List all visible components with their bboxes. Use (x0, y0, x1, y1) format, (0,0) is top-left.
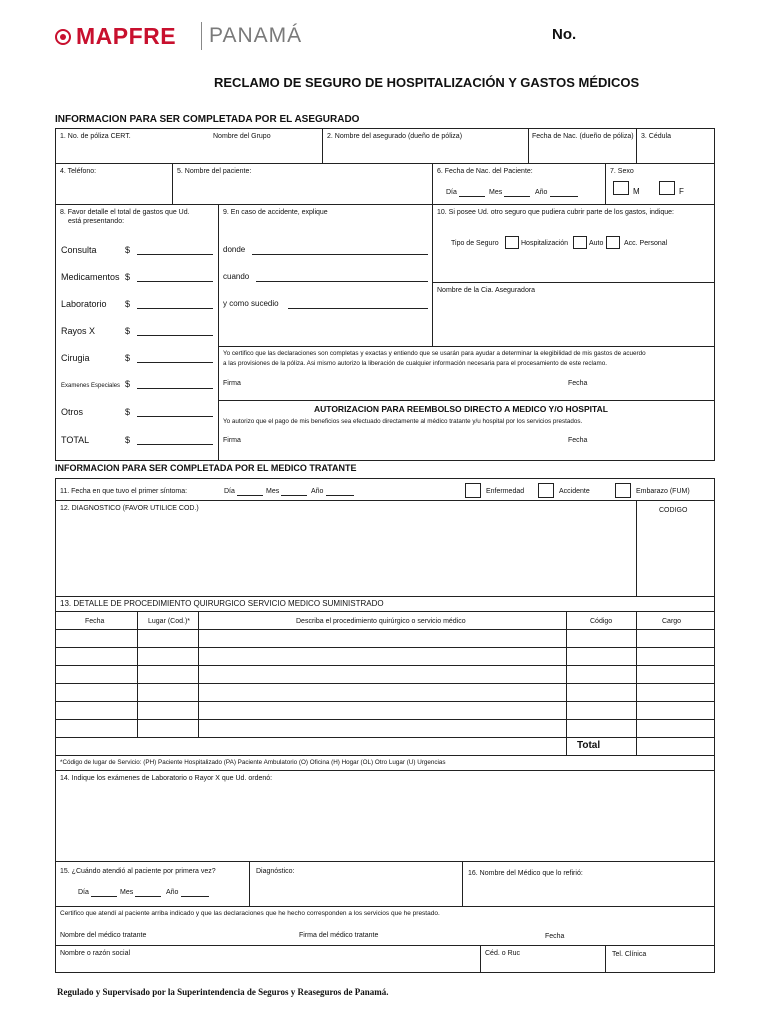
first-symptom-label: 11. Fecha en que tuvo el primer síntoma: (60, 488, 188, 495)
accident-how-field[interactable] (288, 308, 428, 309)
expense-especiales-currency: $ (125, 379, 131, 389)
expense-consulta-label: Consulta (61, 245, 97, 255)
expense-laboratorio-field[interactable] (137, 308, 213, 309)
doctor-certify-text: Certifico que atendí al paciente arriba indicado y que las declaraciones que he hecho corresponden a los servicios que he prestado. (60, 910, 440, 917)
expense-laboratorio-currency: $ (125, 299, 131, 309)
expense-total-label: TOTAL (61, 435, 90, 445)
clinic-phone-label: Tel. Clínica (612, 951, 647, 958)
symptom-day-label: Día (224, 488, 235, 495)
lab-exams-label: 14. Indique los exámenes de Laboratorio o Rayor X que Ud. ordenó: (60, 775, 273, 782)
auth-date-label: Fecha (568, 437, 588, 444)
expense-medicamentos-currency: $ (125, 272, 131, 282)
accident-type-label: Accidente (559, 488, 590, 495)
illness-label: Enfermedad (486, 488, 525, 495)
expense-otros-currency: $ (125, 407, 131, 417)
expense-total-field[interactable] (137, 444, 213, 445)
accident-where-label: donde (223, 245, 246, 254)
patient-birth-label: 6. Fecha de Nac. del Paciente: (437, 168, 533, 175)
doctor-name-label: Nombre del médico tratante (60, 932, 147, 939)
pregnancy-checkbox[interactable] (615, 483, 631, 498)
sex-label: 7. Sexo (610, 168, 634, 175)
expense-rayos-currency: $ (125, 326, 131, 336)
expense-medicamentos-label: Medicamentos (61, 272, 120, 282)
procedure-section-label: 13. DETALLE DE PROCEDIMIENTO QUIRURGICO SERVICIO MEDICO SUMINISTRADO (60, 599, 384, 608)
expense-especiales-field[interactable] (137, 388, 213, 389)
expense-cirugia-label: Cirugia (61, 353, 90, 363)
expense-total-currency: $ (125, 435, 131, 445)
brand-country: PANAMÁ (209, 24, 303, 47)
symptom-year-label: Año (311, 488, 324, 495)
certify-text-1: Yo certifico que las declaraciones son completas y exactas y entiendo que se usarán para ayudar a determinar la elegibilidad de mis gastos de acuerdo (223, 350, 646, 357)
auth-signature-label: Firma (223, 437, 241, 444)
page-title: RECLAMO DE SEGURO DE HOSPITALIZACIÓN Y GASTOS MÉDICOS (214, 75, 640, 90)
expense-rayos-field[interactable] (137, 335, 213, 336)
col-date-header: Fecha (85, 618, 105, 625)
auth-title: AUTORIZACION PARA REEMBOLSO DIRECTO A MEDICO Y/O HOSPITAL (314, 404, 608, 414)
policy-number-label: 1. No. de póliza CERT. (60, 133, 131, 140)
acc-personal-label: Acc. Personal (624, 240, 668, 247)
accident-when-label: cuando (223, 272, 250, 281)
birth-month-label: Mes (489, 189, 503, 196)
patient-name-label: 5. Nombre del paciente: (177, 168, 252, 175)
expense-especiales-label: Examenes Especiales (61, 383, 121, 389)
accident-label: 9. En caso de accidente, explique (223, 209, 328, 216)
other-insurance-label: 10. Si posee Ud. otro seguro que pudiera cubrir parte de los gastos, indique: (437, 209, 674, 216)
auto-checkbox[interactable] (573, 236, 587, 249)
brand-divider (201, 22, 202, 50)
expense-otros-label: Otros (61, 407, 84, 417)
ruc-label: Céd. o Ruc (485, 950, 521, 957)
group-name-label: Nombre del Grupo (213, 133, 271, 140)
visit-month-label: Mes (120, 889, 134, 896)
expense-consulta-currency: $ (125, 245, 131, 255)
insurer-name-label: Nombre de la Cia. Aseguradora (437, 287, 536, 294)
doctor-section-box (55, 478, 715, 973)
col-charge-header: Cargo (662, 618, 682, 625)
doctor-signature-label: Firma del médico tratante (299, 932, 379, 939)
expense-consulta-field[interactable] (137, 254, 213, 255)
doctor-date-label: Fecha (545, 933, 565, 940)
sex-f-label: F (679, 187, 684, 196)
id-card-label: 3. Cédula (641, 133, 671, 140)
accident-how-label: y como sucedio (223, 299, 279, 308)
hosp-checkbox[interactable] (505, 236, 519, 249)
auth-text: Yo autorizo que el pago de mis beneficios sea efectuado directamente al médico tratante y/u hospital por los servicios prestados. (223, 418, 583, 425)
auto-label: Auto (589, 240, 604, 247)
col-code-header: Código (590, 618, 613, 625)
hosp-label: Hospitalización (521, 240, 569, 247)
place-code-legend: *Código de lugar de Servicio: (PH) Paciente Hospitalizado (PA) Paciente Ambulatorio (O) Oficina (H) Hogar (OL) Otro Lugar (U) Urgencias (60, 759, 446, 766)
sex-m-label: M (633, 187, 640, 196)
expense-cirugia-field[interactable] (137, 362, 213, 363)
accident-where-field[interactable] (252, 254, 428, 255)
col-place-header: Lugar (Cod.)* (148, 618, 191, 625)
brand-name: MAPFRE (76, 23, 177, 49)
social-name-label: Nombre o razón social (60, 950, 131, 957)
diagnosis-label: 12. DIAGNOSTICO (FAVOR UTILICE COD.) (60, 505, 199, 512)
insured-birth-label: Fecha de Nac. (dueño de póliza) (532, 133, 634, 140)
accident-checkbox[interactable] (538, 483, 554, 498)
form-number-label: No. (552, 26, 577, 43)
visit-day-label: Día (78, 889, 89, 896)
birth-year-label: Año (535, 189, 548, 196)
code-label: CODIGO (659, 507, 688, 514)
certify-text-2: a las provisiones de la póliza. Asi mismo autorizo la liberación de cualquier información necesaria para el procesamiento de este reclamo. (223, 360, 607, 367)
mapfre-logo-icon (55, 29, 71, 45)
acc-personal-checkbox[interactable] (606, 236, 620, 249)
symptom-month-label: Mes (266, 488, 280, 495)
insured-name-label: 2. Nombre del asegurado (dueño de póliza) (327, 133, 463, 140)
footer-regulation: Regulado y Supervisado por la Superintendencia de Seguros y Reaseguros de Panamá. (57, 987, 389, 997)
doctor-section-title: INFORMACION PARA SER COMPLETADA POR EL MEDICO TRATANTE (55, 463, 357, 473)
procedure-total-label: Total (577, 740, 601, 751)
phone-label: 4. Teléfono: (60, 168, 97, 175)
accident-when-field[interactable] (256, 281, 428, 282)
sex-m-checkbox[interactable] (613, 181, 629, 195)
expenses-label: 8. Favor detalle el total de gastos que Ud. (60, 209, 190, 216)
illness-checkbox[interactable] (465, 483, 481, 498)
insurance-type-label: Tipo de Seguro (451, 240, 499, 247)
expense-medicamentos-field[interactable] (137, 281, 213, 282)
pregnancy-label: Embarazo (FUM) (636, 488, 690, 495)
col-description-header: Describa el procedimiento quirúrgico o servicio médico (296, 618, 466, 625)
birth-day-label: Día (446, 189, 457, 196)
first-visit-label: 15. ¿Cuándo atendió al paciente por primera vez? (60, 868, 216, 875)
insured-section-title: INFORMACION PARA SER COMPLETADA POR EL ASEGURADO (55, 114, 360, 125)
expense-laboratorio-label: Laboratorio (61, 299, 107, 309)
expense-cirugia-currency: $ (125, 353, 131, 363)
visit-year-label: Año (166, 889, 179, 896)
expense-rayos-label: Rayos X (61, 326, 96, 336)
expense-otros-field[interactable] (137, 416, 213, 417)
referring-doctor-label: 16. Nombre del Médico que lo refirió: (468, 870, 583, 877)
signature-label: Firma (223, 380, 241, 387)
visit-diagnosis-label: Diagnóstico: (256, 868, 295, 875)
expenses-label-2: está presentando: (68, 218, 125, 225)
date-label: Fecha (568, 380, 588, 387)
sex-f-checkbox[interactable] (659, 181, 675, 195)
